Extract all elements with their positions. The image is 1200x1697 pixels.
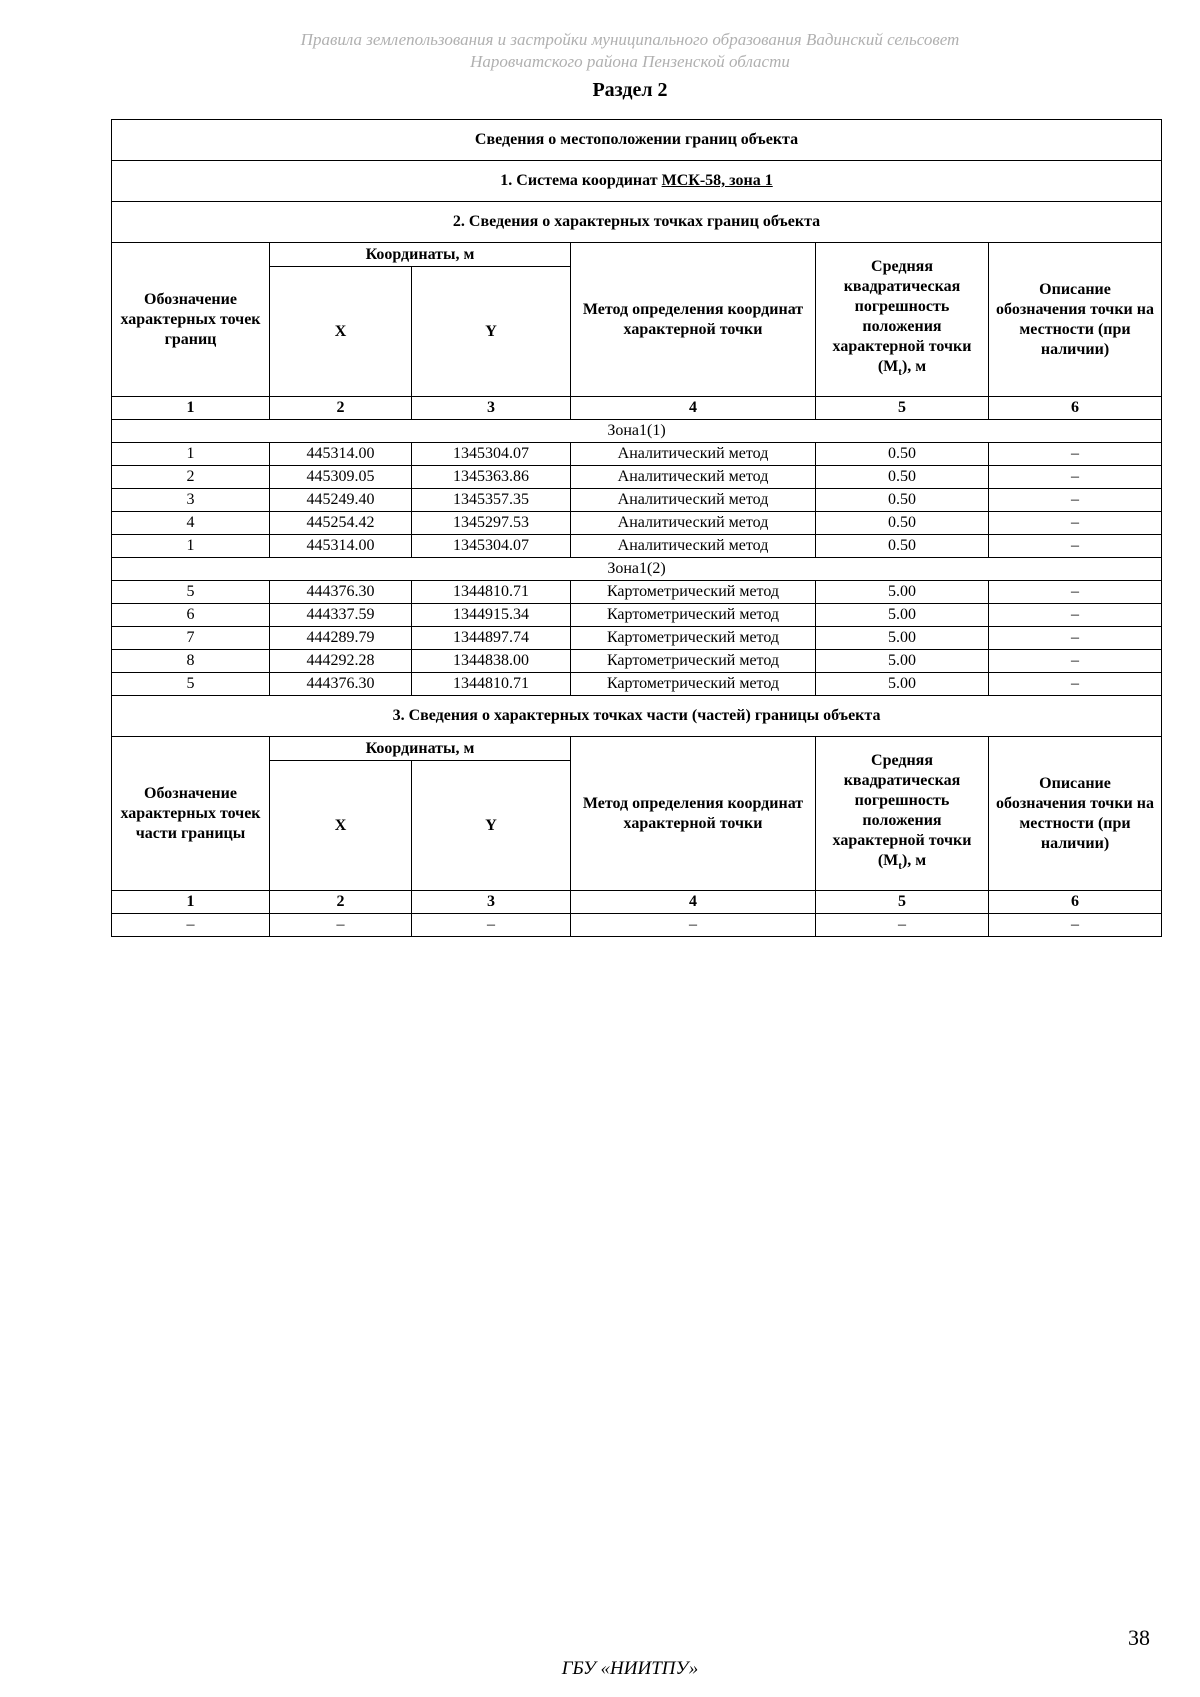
cell-method: Картометрический метод	[571, 673, 816, 696]
cell-y: 1344838.00	[412, 650, 571, 673]
column-number: 6	[989, 397, 1162, 420]
cell-y: 1345363.86	[412, 466, 571, 489]
cell-error: 0.50	[816, 443, 989, 466]
cell-error: 5.00	[816, 673, 989, 696]
cell-y: 1344810.71	[412, 581, 571, 604]
column-number: 6	[989, 891, 1162, 914]
cell-method: Аналитический метод	[571, 489, 816, 512]
table-row	[112, 512, 1162, 535]
document-footer: ГБУ «НИИТПУ»	[561, 1658, 699, 1679]
cell-method: Картометрический метод	[571, 604, 816, 627]
document-header-title: Правила землепользования и застройки муниципального образования Вадинский сельсовет	[300, 30, 960, 49]
table-row	[112, 650, 1162, 673]
cell-description: –	[989, 627, 1162, 650]
zone-label: Зона1(2)	[112, 558, 1162, 581]
cell-method: Картометрический метод	[571, 650, 816, 673]
table-row	[112, 914, 1162, 937]
cell-method: Аналитический метод	[571, 466, 816, 489]
header-designation: Обозначение характерных точек границ	[112, 243, 270, 397]
table-row	[112, 581, 1162, 604]
cell-x: 444376.30	[270, 673, 412, 696]
header-x: X	[270, 267, 412, 397]
parts-header-coordinates: Координаты, м	[270, 737, 571, 761]
cell-point: 3	[112, 489, 270, 512]
cell-y: 1344810.71	[412, 673, 571, 696]
cell-error: 0.50	[816, 535, 989, 558]
cell-description: –	[989, 604, 1162, 627]
cell-x: 445309.05	[270, 466, 412, 489]
column-number: 4	[571, 397, 816, 420]
header-description: Описание обозначения точки на местности (при наличии)	[989, 243, 1162, 397]
cell-description: –	[989, 466, 1162, 489]
parts-section-heading: 3. Сведения о характерных точках части (частей) границы объекта	[112, 696, 1162, 737]
column-number: 3	[412, 397, 571, 420]
cell-x: 444292.28	[270, 650, 412, 673]
cell-point: 6	[112, 604, 270, 627]
column-number: 4	[571, 891, 816, 914]
table-row	[112, 535, 1162, 558]
header-coordinates: Координаты, м	[270, 243, 571, 267]
cell-point: 1	[112, 535, 270, 558]
coordinate-system-label: 1. Система координат	[500, 172, 662, 189]
cell-method: –	[571, 914, 816, 937]
cell-x: 445249.40	[270, 489, 412, 512]
cell-method: Аналитический метод	[571, 443, 816, 466]
column-number: 2	[270, 397, 412, 420]
cell-point: 2	[112, 466, 270, 489]
coordinate-system	[112, 161, 1162, 202]
cell-error: 5.00	[816, 604, 989, 627]
cell-error: 5.00	[816, 581, 989, 604]
cell-y: 1345357.35	[412, 489, 571, 512]
cell-description: –	[989, 650, 1162, 673]
cell-error: 0.50	[816, 489, 989, 512]
column-number: 2	[270, 891, 412, 914]
cell-x: 444337.59	[270, 604, 412, 627]
coordinate-system-value: МСК-58, зона 1	[661, 172, 773, 189]
table-title: Сведения о местоположении границ объекта	[112, 120, 1162, 161]
cell-y: 1345297.53	[412, 512, 571, 535]
cell-x: 445254.42	[270, 512, 412, 535]
table-row	[112, 627, 1162, 650]
parts-header-error: Средняя квадратическая погрешность положения характерной точки $(M_t)$, м	[816, 737, 989, 891]
cell-x: 444376.30	[270, 581, 412, 604]
cell-point: 5	[112, 673, 270, 696]
cell-method: Аналитический метод	[571, 535, 816, 558]
cell-error: 0.50	[816, 466, 989, 489]
cell-method: Аналитический метод	[571, 512, 816, 535]
cell-y: 1344897.74	[412, 627, 571, 650]
page-number: 38	[1128, 1625, 1150, 1650]
zone-label: Зона1(1)	[112, 420, 1162, 443]
cell-point: –	[112, 914, 270, 937]
cell-point: 5	[112, 581, 270, 604]
cell-description: –	[989, 914, 1162, 937]
table-row	[112, 604, 1162, 627]
column-number: 5	[816, 397, 989, 420]
table-row	[112, 443, 1162, 466]
cell-method: Картометрический метод	[571, 627, 816, 650]
parts-header-method: Метод определения координат характерной точки	[571, 737, 816, 891]
parts-column-number-row	[112, 891, 1162, 914]
table-row	[112, 466, 1162, 489]
parts-header-y: Y	[412, 761, 571, 891]
cell-error: 0.50	[816, 512, 989, 535]
cell-y: 1345304.07	[412, 535, 571, 558]
cell-point: 8	[112, 650, 270, 673]
cell-description: –	[989, 512, 1162, 535]
cell-y: 1344915.34	[412, 604, 571, 627]
table-row	[112, 489, 1162, 512]
cell-y: 1345304.07	[412, 443, 571, 466]
parts-header-description: Описание обозначения точки на местности (при наличии)	[989, 737, 1162, 891]
header-method: Метод определения координат характерной точки	[571, 243, 816, 397]
column-number: 5	[816, 891, 989, 914]
cell-point: 4	[112, 512, 270, 535]
cell-description: –	[989, 673, 1162, 696]
header-error: Средняя квадратическая погрешность положения характерной точки $(M_t)$, м	[816, 243, 989, 397]
cell-description: –	[989, 489, 1162, 512]
cell-description: –	[989, 581, 1162, 604]
cell-x: –	[270, 914, 412, 937]
cell-description: –	[989, 535, 1162, 558]
document-header-region: Наровчатского района Пензенской области	[470, 52, 790, 71]
parts-header-x: X	[270, 761, 412, 891]
cell-error: –	[816, 914, 989, 937]
cell-description: –	[989, 443, 1162, 466]
points-section-heading: 2. Сведения о характерных точках границ объекта	[112, 202, 1162, 243]
cell-x: 445314.00	[270, 443, 412, 466]
cell-point: 7	[112, 627, 270, 650]
cell-y: –	[412, 914, 571, 937]
section-title: Раздел 2	[592, 79, 668, 101]
cell-x: 444289.79	[270, 627, 412, 650]
column-number: 3	[412, 891, 571, 914]
cell-point: 1	[112, 443, 270, 466]
parts-header-designation: Обозначение характерных точек части границы	[112, 737, 270, 891]
column-number: 1	[112, 891, 270, 914]
cell-method: Картометрический метод	[571, 581, 816, 604]
boundary-table	[111, 119, 1162, 937]
cell-error: 5.00	[816, 650, 989, 673]
cell-error: 5.00	[816, 627, 989, 650]
column-number: 1	[112, 397, 270, 420]
column-number-row	[112, 397, 1162, 420]
cell-x: 445314.00	[270, 535, 412, 558]
header-y: Y	[412, 267, 571, 397]
table-row	[112, 673, 1162, 696]
